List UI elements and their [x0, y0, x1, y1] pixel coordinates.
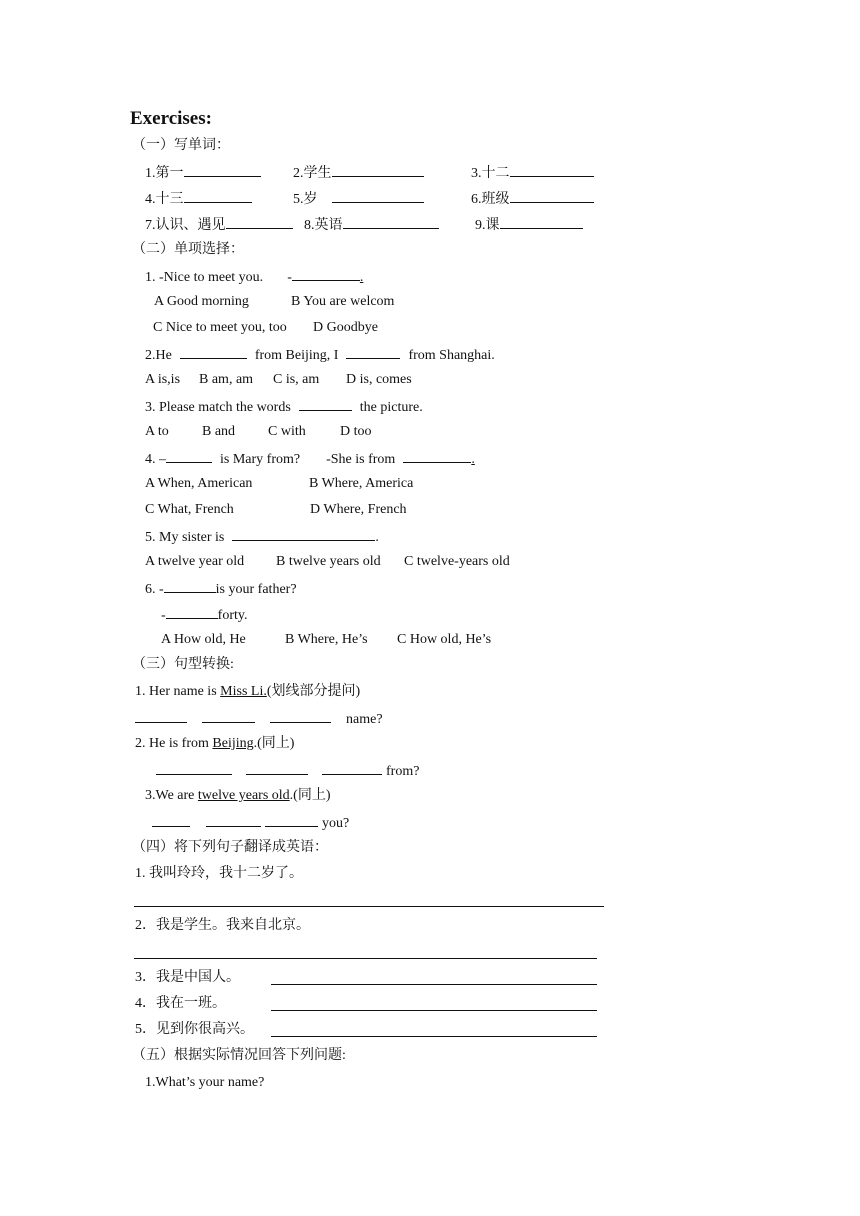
transform-answer-3: you? [152, 813, 349, 833]
question-2: 2.He from Beijing, I from Shanghai. [145, 345, 495, 365]
word-item-9: 9.课 [475, 215, 583, 235]
answer-blank[interactable] [202, 709, 255, 723]
answer-blank[interactable] [232, 527, 375, 541]
answer-blank[interactable] [246, 761, 308, 775]
word-item-2: 2.学生 [293, 163, 424, 183]
answer-blank[interactable] [292, 267, 360, 281]
answer-blank[interactable] [156, 761, 232, 775]
word-item-4: 4.十三 [145, 189, 252, 209]
question-3: 3. Please match the words the picture. [145, 397, 423, 417]
question-6-reply: - forty. [161, 605, 247, 625]
answer-blank[interactable] [166, 449, 212, 463]
translate-answer-line-5[interactable] [271, 1036, 597, 1037]
word-item-8: 8.英语 [304, 215, 439, 235]
q2-option-c[interactable]: C is, am [273, 372, 320, 387]
translate-item-1: 1. 我叫玲玲，我十二岁了。 [135, 866, 303, 881]
answer-blank[interactable] [206, 813, 261, 827]
page-title: Exercises: [130, 108, 212, 129]
answer-blank[interactable] [299, 397, 352, 411]
answer-blank[interactable] [332, 163, 424, 177]
answer-blank[interactable] [510, 189, 594, 203]
answer-blank[interactable] [226, 215, 293, 229]
answer-blank[interactable] [322, 761, 382, 775]
question-4: 4. – is Mary from? -She is from . [145, 449, 475, 469]
word-item-5: 5.岁 [293, 189, 424, 209]
q2-option-a[interactable]: A is,is [145, 372, 181, 387]
q5-option-c[interactable]: C twelve-years old [404, 554, 510, 569]
answer-blank[interactable] [166, 605, 218, 619]
transform-answer-1: name? [135, 709, 383, 729]
q5-option-b[interactable]: B twelve years old [276, 554, 381, 569]
answer-blank[interactable] [332, 189, 424, 203]
section-5-heading: （五）根据实际情况回答下列问题: [132, 1048, 346, 1063]
q5-option-a[interactable]: A twelve year old [145, 554, 245, 569]
translate-item-2: 2．我是学生。我来自北京。 [135, 918, 310, 933]
question-1: 1. -Nice to meet you. - . [145, 267, 363, 287]
word-item-6: 6.班级 [471, 189, 594, 209]
q3-option-b[interactable]: B and [202, 424, 236, 439]
q3-option-a[interactable]: A to [145, 424, 169, 439]
answer-blank[interactable] [265, 813, 318, 827]
q4-option-d[interactable]: D Where, French [310, 502, 407, 517]
answer-blank[interactable] [135, 709, 187, 723]
q2-option-d[interactable]: D is, comes [346, 372, 412, 387]
answer-blank[interactable] [510, 163, 594, 177]
answer-blank[interactable] [184, 163, 261, 177]
translate-item-5: 5．见到你很高兴。 [135, 1022, 254, 1037]
question-6: 6. - is your father? [145, 579, 297, 599]
answer-blank[interactable] [346, 345, 400, 359]
answer-blank[interactable] [270, 709, 331, 723]
translate-item-4: 4．我在一班。 [135, 996, 226, 1011]
q1-option-b[interactable]: B You are welcom [291, 294, 395, 309]
answer-blank[interactable] [180, 345, 247, 359]
answer-question-1: 1.What’s your name? [145, 1075, 265, 1090]
translate-item-3: 3．我是中国人。 [135, 970, 240, 985]
q3-option-d[interactable]: D too [340, 424, 372, 439]
q4-option-c[interactable]: C What, French [145, 502, 234, 517]
answer-blank[interactable] [403, 449, 471, 463]
section-3-heading: （三）句型转换: [132, 657, 234, 672]
q3-option-c[interactable]: C with [268, 424, 306, 439]
transform-question-3: 3.We are twelve years old.(同上) [145, 788, 331, 803]
q4-option-b[interactable]: B Where, America [309, 476, 414, 491]
q1-option-c[interactable]: C Nice to meet you, too [153, 320, 287, 335]
q1-option-d[interactable]: D Goodbye [313, 320, 378, 335]
answer-blank[interactable] [343, 215, 439, 229]
section-1-heading: （一）写单词： [132, 138, 230, 153]
translate-answer-line-1[interactable] [134, 906, 604, 907]
q4-option-a[interactable]: A When, American [145, 476, 253, 491]
translate-answer-line-4[interactable] [271, 1010, 597, 1011]
word-item-1: 1.第一 [145, 163, 261, 183]
translate-answer-line-2[interactable] [134, 958, 597, 959]
transform-question-2: 2. He is from Beijing.(同上) [135, 736, 295, 751]
q6-option-b[interactable]: B Where, He’s [285, 632, 368, 647]
transform-question-1: 1. Her name is Miss Li.(划线部分提问) [135, 684, 361, 699]
q1-option-a[interactable]: A Good morning [154, 294, 249, 309]
q6-option-c[interactable]: C How old, He’s [397, 632, 492, 647]
answer-blank[interactable] [164, 579, 216, 593]
q6-option-a[interactable]: A How old, He [161, 632, 246, 647]
question-5: 5. My sister is . [145, 527, 379, 547]
answer-blank[interactable] [152, 813, 190, 827]
word-item-3: 3.十二 [471, 163, 594, 183]
q2-option-b[interactable]: B am, am [199, 372, 254, 387]
word-item-7: 7.认识、遇见 [145, 215, 293, 235]
section-2-heading: （二）单项选择： [132, 242, 244, 257]
section-4-heading: （四）将下列句子翻译成英语： [132, 840, 328, 855]
answer-blank[interactable] [184, 189, 252, 203]
answer-blank[interactable] [500, 215, 583, 229]
translate-answer-line-3[interactable] [271, 984, 597, 985]
transform-answer-2: from? [156, 761, 419, 781]
